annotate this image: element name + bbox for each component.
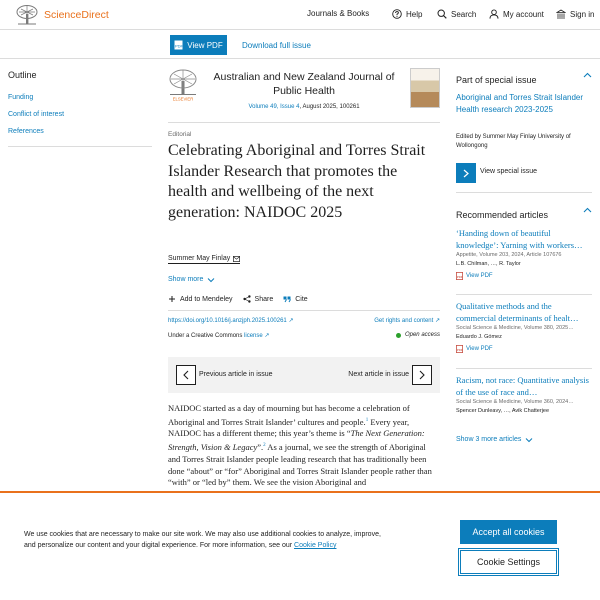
- recommended-article-authors: L.B. Chilman, …, R. Taylor: [456, 261, 521, 267]
- open-access-label: Open access: [404, 332, 440, 338]
- get-rights-link[interactable]: [374, 317, 440, 324]
- previous-article-label[interactable]: Previous article in issue: [199, 371, 273, 378]
- special-issue-title-link[interactable]: Aboriginal and Torres Strait Islander Health research 2023-2025: [456, 93, 584, 114]
- article-toolbar: [0, 31, 600, 59]
- accept-all-cookies-button[interactable]: Accept all cookies: [460, 520, 557, 544]
- cite-button[interactable]: [283, 295, 307, 303]
- svg-text:PDF: PDF: [175, 43, 184, 49]
- view-pdf-label: View PDF: [187, 40, 223, 50]
- reference-1-link[interactable]: 1: [365, 417, 369, 423]
- add-to-mendeley-button[interactable]: [168, 295, 233, 303]
- recommended-article-authors: Eduardo J. Gómez: [456, 334, 502, 340]
- author-link[interactable]: [168, 255, 240, 264]
- outline-panel: [8, 70, 152, 145]
- recommended-view-pdf-link[interactable]: [456, 345, 592, 353]
- cookie-policy-link[interactable]: Cookie Policy: [294, 542, 337, 549]
- rights-text: Get rights and content: [374, 318, 434, 324]
- pdf-icon: [174, 40, 183, 50]
- chevron-right-icon: [463, 169, 469, 178]
- naidoc-theme: The Next Generation: Strength, Vision & Legacy: [168, 428, 425, 453]
- nav-account-label: My account: [503, 9, 544, 19]
- chevron-left-icon: [182, 370, 190, 380]
- show-more-articles-button[interactable]: [456, 436, 533, 443]
- author-name: Summer May Finlay: [168, 255, 231, 262]
- outline-item-funding[interactable]: Funding: [8, 94, 34, 101]
- article-type: Editorial: [168, 131, 192, 138]
- svg-text:PDF: PDF: [456, 347, 463, 352]
- license-link[interactable]: license: [244, 333, 263, 339]
- recommended-article: [456, 374, 592, 416]
- license-statement: [168, 332, 269, 339]
- share-button[interactable]: [243, 295, 274, 303]
- open-access-dot-icon: [396, 333, 401, 338]
- view-pdf-label: View PDF: [466, 346, 493, 352]
- body-text-1: NAIDOC started as a day of mourning but has become a celebration of Aboriginal and Torres Strait Islander’ cultures and people.: [168, 403, 410, 427]
- cookie-banner: [0, 491, 600, 600]
- quote-icon: [283, 295, 291, 303]
- elsevier-logo-icon[interactable]: [168, 68, 198, 102]
- body-text-3: ”.: [257, 442, 264, 453]
- chevron-up-icon: [583, 72, 592, 78]
- recommended-article: [456, 300, 592, 353]
- special-issue-header[interactable]: [456, 70, 592, 88]
- nav-sign-in[interactable]: [556, 9, 594, 19]
- site-header: [0, 0, 600, 30]
- pdf-icon: [456, 345, 463, 353]
- recommended-heading: Recommended articles: [456, 210, 549, 220]
- nav-help-label: Help: [406, 9, 423, 19]
- article-actions: [168, 295, 308, 303]
- reference-2-link[interactable]: 2: [263, 443, 266, 449]
- doi-link[interactable]: [168, 317, 293, 324]
- nav-search-label: Search: [451, 9, 477, 19]
- help-icon: [392, 9, 402, 19]
- show-more-label: Show more: [168, 276, 204, 283]
- cookie-settings-button[interactable]: Cookie Settings: [460, 550, 557, 574]
- cookie-message: [24, 529, 384, 551]
- show-more-articles-label: Show 3 more articles: [456, 436, 522, 443]
- recommended-article-meta: Social Science & Medicine, Volume 360, 2024…: [456, 399, 574, 405]
- previous-article-button[interactable]: [176, 365, 196, 385]
- article-title: Celebrating Aboriginal and Torres Strait Islander Research that promotes the health and wellbeing of the next generation: NAIDOC 2025: [168, 142, 426, 221]
- outline-item-references[interactable]: References: [8, 128, 44, 135]
- chevron-up-icon: [583, 207, 592, 213]
- volume-issue-link[interactable]: Volume 49, Issue 4: [248, 104, 300, 110]
- journal-title[interactable]: Australian and New Zealand Journal of Public Health: [213, 71, 395, 97]
- recommended-article: [456, 227, 592, 280]
- nav-help[interactable]: [392, 9, 422, 19]
- share-label: Share: [254, 295, 274, 303]
- nav-journals-books[interactable]: [307, 9, 369, 18]
- outline-title: Outline: [8, 70, 37, 80]
- body-text-2: Every year, NAIDOC has a different theme; this year’s theme is “: [168, 416, 410, 439]
- recommended-view-pdf-link[interactable]: [456, 272, 592, 280]
- mendeley-label: Add to Mendeley: [180, 295, 233, 303]
- email-icon: [233, 256, 240, 262]
- chevron-down-icon: [525, 437, 533, 443]
- recommended-article-title[interactable]: ‘Handing down of beautiful knowledge’: Yarning with workers…: [456, 228, 583, 250]
- view-pdf-button[interactable]: [170, 35, 227, 55]
- institution-icon: [556, 9, 566, 19]
- recommended-header[interactable]: [456, 205, 592, 223]
- search-icon: [437, 9, 447, 19]
- divider: [456, 192, 592, 193]
- issue-navigation: [168, 357, 440, 393]
- chevron-right-icon: [418, 370, 426, 380]
- recommended-article-authors: Spencer Dunleavy, …, Avik Chatterjee: [456, 408, 550, 414]
- next-article-label[interactable]: Next article in issue: [348, 371, 409, 378]
- next-article-button[interactable]: [412, 365, 432, 385]
- nav-signin-label: Sign in: [570, 9, 595, 19]
- brand-name[interactable]: ScienceDirect: [44, 9, 109, 21]
- license-prefix: Under a Creative Commons: [168, 333, 245, 339]
- external-link-icon: ↗: [264, 333, 270, 339]
- divider: [168, 310, 440, 311]
- plus-icon: [168, 295, 176, 303]
- nav-my-account[interactable]: [489, 9, 544, 19]
- view-pdf-label: View PDF: [466, 273, 493, 279]
- body-text-4: As a journal, we see the strength of Aboriginal and Torres Strait Islander people leading research that has traditionally been done “about” or “for” Aboriginal and Torres Strait Islander people rather than “with” or “led by” them. We see the vision Aboriginal and: [168, 442, 432, 488]
- doi-text: https://doi.org/10.1016/j.anzjph.2025.100261: [168, 318, 287, 324]
- journal-cover-image[interactable]: [410, 68, 440, 108]
- user-icon: [489, 9, 499, 19]
- recommended-article-title[interactable]: Qualitative methods and the commercial determinants of healt…: [456, 301, 579, 323]
- nav-search[interactable]: [437, 9, 476, 19]
- svg-text:PDF: PDF: [456, 274, 463, 279]
- cookie-text: We use cookies that are necessary to make our site work. We may also use additional cookies to analyze, improve, and personalize our content and your digital experience. For more information, see our: [24, 531, 381, 549]
- show-more-button[interactable]: [168, 276, 215, 283]
- journal-meta: [202, 104, 406, 110]
- divider: [168, 122, 440, 123]
- pdf-icon: [456, 272, 463, 280]
- divider: [456, 368, 592, 369]
- cite-label: Cite: [295, 295, 308, 303]
- journal-date-id: , August 2025, 100261: [299, 104, 360, 110]
- download-full-issue-link[interactable]: Download full issue: [242, 41, 311, 50]
- recommended-article-meta: Social Science & Medicine, Volume 380, 2025…: [456, 325, 574, 331]
- external-link-icon: ↗: [434, 318, 440, 324]
- view-special-issue-button[interactable]: [456, 163, 476, 183]
- share-icon: [243, 295, 251, 303]
- view-special-issue-label[interactable]: View special issue: [480, 168, 538, 175]
- chevron-down-icon: [207, 277, 215, 283]
- svg-text:ELSEVIER: ELSEVIER: [172, 96, 194, 102]
- outline-item-conflict-of-interest[interactable]: Conflict of interest: [8, 111, 65, 118]
- article-body-paragraph: [168, 403, 440, 489]
- special-issue-editor: Edited by Summer May Finlay University of Wollongong: [456, 134, 571, 149]
- recommended-article-meta: Appetite, Volume 203, 2024, Article 107676: [456, 252, 562, 258]
- external-link-icon: ↗: [288, 318, 294, 324]
- outline-divider: [8, 146, 152, 147]
- divider: [456, 294, 592, 295]
- nav-journals-label: Journals & Books: [307, 9, 370, 18]
- special-issue-heading: Part of special issue: [456, 75, 537, 85]
- open-access-badge: [396, 332, 440, 338]
- recommended-article-title[interactable]: Racism, not race: Quantitative analysis of the use of race and…: [456, 375, 589, 397]
- elsevier-tree-icon[interactable]: [16, 5, 38, 25]
